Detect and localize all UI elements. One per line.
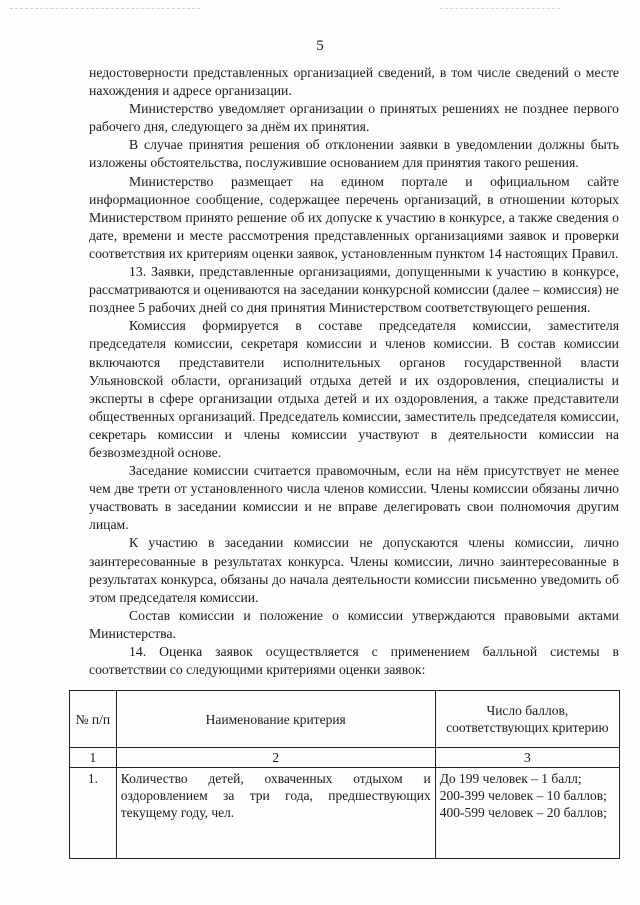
paragraph: 14. Оценка заявок осуществляется с применением балльной системы в соответствии со следующими критериями оценки заявок:: [89, 644, 619, 678]
paragraph: Министерство уведомляет организации о принятых решениях не позднее первого рабочего дня, следующего за днём их принятия.: [89, 101, 619, 135]
paragraph: К участию в заседании комиссии не допускаются члены комиссии, лично заинтересованные в результатах конкурса. Члены комиссии, лично заинтересованные в результатах конкурса, обязаны до начала деятельности комиссии письменно уведомить об этом председателя комиссии.: [89, 535, 619, 605]
header-score: Число баллов, соответствующих критерию: [435, 691, 619, 748]
paragraph: Комиссия формируется в составе председателя комиссии, заместителя председателя комиссии, секретаря комиссии и членов комиссии. В состав комиссии включаются представители исполнительных органов государственной власти Ульяновской области, организаций отдыха детей и их оздоровления, специалисты и эксперты в сфере организации отдыха детей и их оздоровления, а также представители общественных организаций. Председатель комиссии, заместитель председателя комиссии, секретарь комиссии и члены комиссии участвуют в деятельности комиссии на безвозмездной основе.: [89, 318, 619, 460]
paragraph: В случае принятия решения об отклонении заявки в уведомлении должны быть изложены обстоятельства, послужившие основанием для принятия такого решения.: [89, 137, 619, 171]
column-number: 2: [116, 748, 435, 768]
row-number: 1.: [70, 768, 117, 859]
scan-edge-mark: [440, 8, 560, 9]
paragraph: Состав комиссии и положение о комиссии утверждаются правовыми актами Министерства.: [89, 607, 619, 641]
column-number: 1: [70, 748, 117, 768]
column-number-row: [70, 748, 620, 768]
paragraph: Заседание комиссии считается правомочным, если на нём присутствует не менее чем две трети от установленного числа членов комиссии. Члены комиссии обязаны лично участвовать в заседании комиссии и не вправе делегировать свои полномочия другим лицам.: [89, 463, 619, 533]
score-line: 400-599 человек – 20 баллов;: [439, 805, 607, 820]
paragraph: недостоверности представленных организацией сведений, в том числе сведений о месте нахождения и адресе организации.: [89, 65, 619, 99]
table-header-row: [70, 691, 620, 748]
criteria-table: [69, 690, 620, 859]
criterion-scores: [435, 768, 619, 859]
page-number: 5: [316, 38, 324, 54]
header-number: № п/п: [70, 691, 117, 748]
table-row: [70, 768, 620, 859]
score-line: До 199 человек – 1 балл;: [439, 771, 582, 786]
scan-edge-mark: [10, 8, 200, 9]
paragraph: 13. Заявки, представленные организациями, допущенными к участию в конкурсе, рассматриваются и оцениваются на заседании конкурсной комиссии (далее – комиссия) не позднее 5 рабочих дней со дня принятия Министерством соответствующего решения.: [89, 264, 619, 316]
paragraph: Министерство размещает на едином портале и официальном сайте информационное сообщение, содержащее перечень организаций, в отношении которых Министерством принято решение об их допуске к участию в конкурсе, а также сведения о дате, времени и месте рассмотрения представленных организациями заявок и проверки соответствия их критериям оценки заявок, установленным пунктом 14 настоящих Правил.: [89, 173, 619, 261]
column-number: 3: [435, 748, 619, 768]
header-criterion-name: Наименование критерия: [116, 691, 435, 748]
criterion-name: Количество детей, охваченных отдыхом и оздоровлением за три года, предшествующих текущему году, чел.: [116, 768, 435, 859]
document-body: [89, 64, 619, 679]
score-line: 200-399 человек – 10 баллов;: [439, 788, 607, 803]
